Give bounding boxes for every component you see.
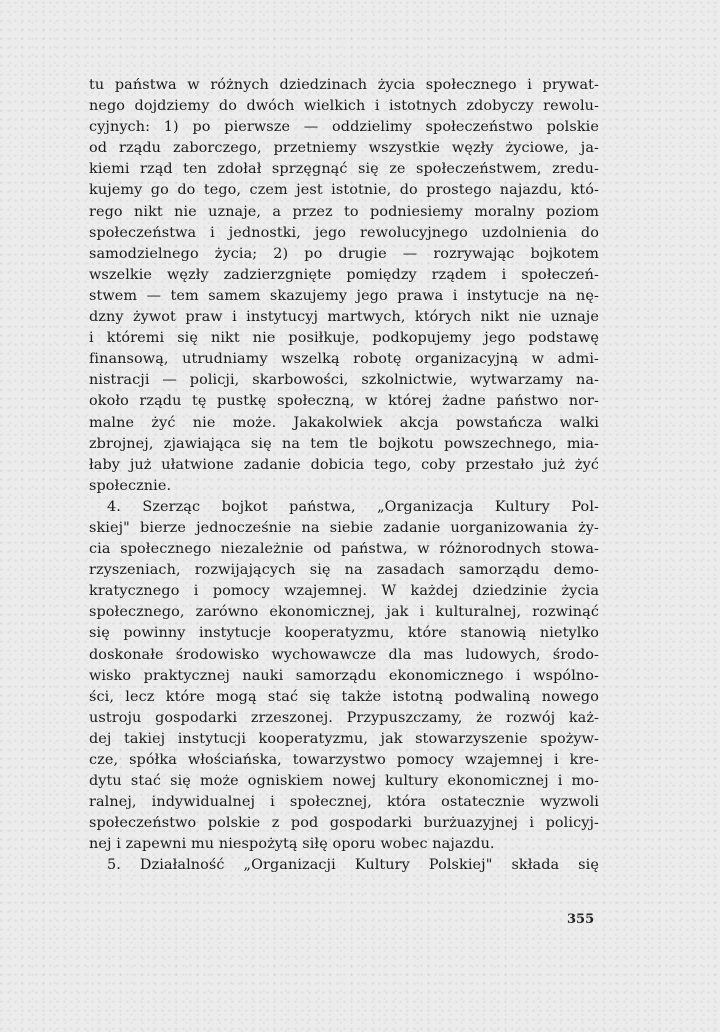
text-line: społecznego, zarówno ekonomicznej, jak i kulturalnej, rozwinąć — [89, 604, 599, 621]
text-line: ralnej, indywidualnej i społecznej, która ostatecznie wyzwoli — [89, 794, 599, 811]
text-line: od rządu zaborczego, przetniemy wszystkie węzły życiowe, ja- — [89, 140, 599, 157]
text-line: się powinny instytucje kooperatyzmu, które stanowią nietylko — [89, 625, 599, 642]
body-text — [89, 75, 599, 877]
text-line: malne żyć nie może. Jakakolwiek akcja powstańcza walki — [89, 414, 599, 431]
text-line: kiemi rząd ten zdołał sprzęgnąć się ze społeczeństwem, zredu- — [89, 161, 599, 178]
text-line: tu państwa w różnych dziedzinach życia społecznego i prywat- — [89, 77, 599, 93]
paragraph-start-line: 5. Działalność „Organizacji Kultury Polskiej" składa się — [107, 857, 599, 874]
text-line: kratycznego i pomocy wzajemnej. W każdej dziedzinie życia — [89, 583, 599, 600]
paragraph-start-line: 4. Szerząc bojkot państwa, „Organizacja Kultury Pol- — [107, 498, 599, 515]
text-line: ustroju gospodarki zrzeszonej. Przypuszczamy, że rozwój każ- — [89, 709, 599, 726]
text-line: rego nikt nie uznaje, a przez to podniesiemy moralny poziom — [89, 203, 599, 220]
text-line: doskonałe środowisko wychowawcze dla mas ludowych, środo- — [89, 646, 599, 663]
text-line: dzny żywot praw i instytucyj martwych, których nikt nie uznaje — [89, 309, 599, 326]
text-line: samodzielnego życia; 2) po drugie — rozrywając bojkotem — [89, 245, 599, 262]
paragraph-end-line: nej i zapewni mu niespożytą siłę oporu wobec najazdu. — [89, 836, 495, 853]
text-line: cyjnych: 1) po pierwsze — oddzielimy społeczeństwo polskie — [89, 119, 599, 136]
text-line: zbrojnej, zjawiająca się na tem tle bojkotu powszechnego, mia- — [89, 435, 599, 452]
paragraph-end-line: społecznie. — [89, 477, 172, 494]
text-line: dytu stać się może ogniskiem nowej kultury ekonomicznej i mo- — [89, 773, 599, 790]
text-line: skiej" bierze jednocześnie na siebie zadanie uorganizowania ży- — [89, 519, 599, 536]
text-line: społeczeństwo polskie z pod gospodarki burżuazyjnej i policyj- — [89, 815, 599, 832]
text-line: finansową, utrudniamy wszelką robotę organizacyjną w admi- — [89, 351, 599, 368]
text-line: około rządu tę pustkę społeczną, w której żadne państwo nor- — [89, 393, 599, 410]
text-line: łaby już ułatwione zadanie dobicia tego, coby przestało już żyć — [89, 456, 599, 473]
text-line: wszelkie węzły zadzierzgnięte pomiędzy rządem i społeczeń- — [89, 266, 599, 283]
text-line: cia społecznego niezależnie od państwa, w różnorodnych stowa- — [89, 541, 599, 558]
text-line: i któremi się nikt nie posiłkuje, podkopujemy jego podstawę — [89, 330, 599, 347]
text-line: kujemy go do tego, czem jest istotnie, do prostego najazdu, któ- — [89, 182, 599, 199]
text-line: dej takiej instytucji kooperatyzmu, jak stowarzyszenie spożyw- — [89, 730, 599, 747]
text-line: nego dojdziemy do dwóch wielkich i istotnych zdobyczy rewolu- — [89, 98, 599, 115]
text-line: ści, lecz które mogą stać się także istotną podwaliną nowego — [89, 688, 599, 705]
text-line: społeczeństwa i jednostki, jego rewolucyjnego uzdolnienia do — [89, 224, 599, 241]
page-number: 355 — [567, 912, 595, 927]
text-line: rzyszeniach, rozwijających się na zasadach samorządu demo- — [89, 562, 599, 579]
text-line: nistracji — policji, skarbowości, szkolnictwie, wytwarzamy na- — [89, 372, 599, 389]
text-line: cze, spółka włościańska, towarzystwo pomocy wzajemnej i kre- — [89, 752, 599, 768]
text-line: wisko praktycznej nauki samorządu ekonomicznego i wspólno- — [89, 667, 599, 684]
text-line: stwem — tem samem skazujemy jego prawa i instytucje na nę- — [89, 287, 599, 304]
